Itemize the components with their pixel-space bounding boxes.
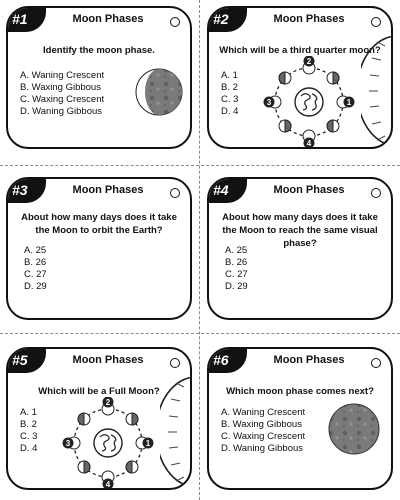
choice-c: C. 27: [24, 269, 47, 280]
choice-c: C. Waxing Crescent: [20, 94, 105, 105]
choice-d: D. Waning Gibbous: [20, 106, 103, 117]
card-title: Moon Phases: [273, 184, 345, 196]
card-title: Moon Phases: [72, 354, 144, 366]
card-number: #2: [207, 6, 247, 32]
choice-c: C. 3: [221, 94, 239, 105]
punch-hole-icon: [170, 17, 180, 27]
choice-d: D. Waning Gibbous: [221, 443, 304, 454]
choice-b: B. Waxing Gibbous: [20, 82, 101, 93]
choice-b: B. 26: [24, 257, 47, 268]
card-title: Moon Phases: [72, 13, 144, 25]
question-text: Which will be a third quarter moon?: [219, 45, 381, 56]
orbit-label-2: 2: [105, 398, 111, 407]
orbit-label-1: 1: [145, 439, 151, 448]
task-card-5: [6, 347, 192, 490]
card-title: Moon Phases: [273, 13, 345, 25]
question-text: About how many days does it take the Moon to reach the same visual phase?: [222, 212, 378, 249]
punch-hole-icon: [371, 358, 381, 368]
card-title: Moon Phases: [72, 184, 144, 196]
task-card-6: [207, 347, 393, 490]
punch-hole-icon: [371, 17, 381, 27]
card-number: #1: [6, 6, 46, 32]
punch-hole-icon: [170, 188, 180, 198]
card-number: #3: [6, 177, 46, 203]
sun-icon: [160, 377, 192, 487]
choice-b: B. 26: [225, 257, 248, 268]
question-text: About how many days does it take the Moon to orbit the Earth?: [21, 212, 177, 236]
cut-line-horizontal: [0, 333, 400, 334]
punch-hole-icon: [170, 358, 180, 368]
orbit-label-2: 2: [306, 57, 312, 66]
moon-orbit-diagram: [62, 397, 154, 489]
choice-c: C. 27: [225, 269, 248, 280]
moon-full-icon: [327, 401, 381, 457]
choice-a: A. 1: [20, 407, 37, 418]
cut-line-vertical: [199, 0, 200, 500]
choice-b: B. 2: [20, 419, 37, 430]
choice-d: D. 29: [225, 281, 248, 292]
task-card-2: [207, 6, 393, 149]
choice-c: C. Waxing Crescent: [221, 431, 306, 442]
sun-icon: [361, 36, 393, 146]
punch-hole-icon: [371, 188, 381, 198]
question-text: Identify the moon phase.: [43, 45, 155, 56]
orbit-label-3: 3: [266, 98, 272, 107]
card-number: #6: [207, 347, 247, 373]
moon-gibbous-icon: [134, 66, 184, 118]
choice-d: D. 4: [221, 106, 239, 117]
task-card-4: [207, 177, 393, 320]
card-number: #4: [207, 177, 247, 203]
choice-a: A. 25: [24, 245, 47, 256]
choice-a: A. 25: [225, 245, 248, 256]
question-text: Which moon phase comes next?: [226, 386, 374, 397]
orbit-label-4: 4: [105, 480, 111, 489]
orbit-label-4: 4: [306, 139, 312, 148]
cut-line-horizontal: [0, 165, 400, 166]
choice-a: A. Waning Crescent: [20, 70, 105, 81]
choice-a: A. 1: [221, 70, 238, 81]
choice-b: B. Waxing Gibbous: [221, 419, 302, 430]
orbit-label-1: 1: [346, 98, 352, 107]
question-text: Which will be a Full Moon?: [38, 386, 160, 397]
task-card-3: [6, 177, 192, 320]
task-card-1: [6, 6, 192, 149]
card-title: Moon Phases: [273, 354, 345, 366]
choice-a: A. Waning Crescent: [221, 407, 306, 418]
choice-c: C. 3: [20, 431, 38, 442]
orbit-label-3: 3: [65, 439, 71, 448]
choice-b: B. 2: [221, 82, 238, 93]
card-number: #5: [6, 347, 46, 373]
moon-orbit-diagram: [263, 56, 355, 148]
choice-d: D. 4: [20, 443, 38, 454]
choice-d: D. 29: [24, 281, 47, 292]
